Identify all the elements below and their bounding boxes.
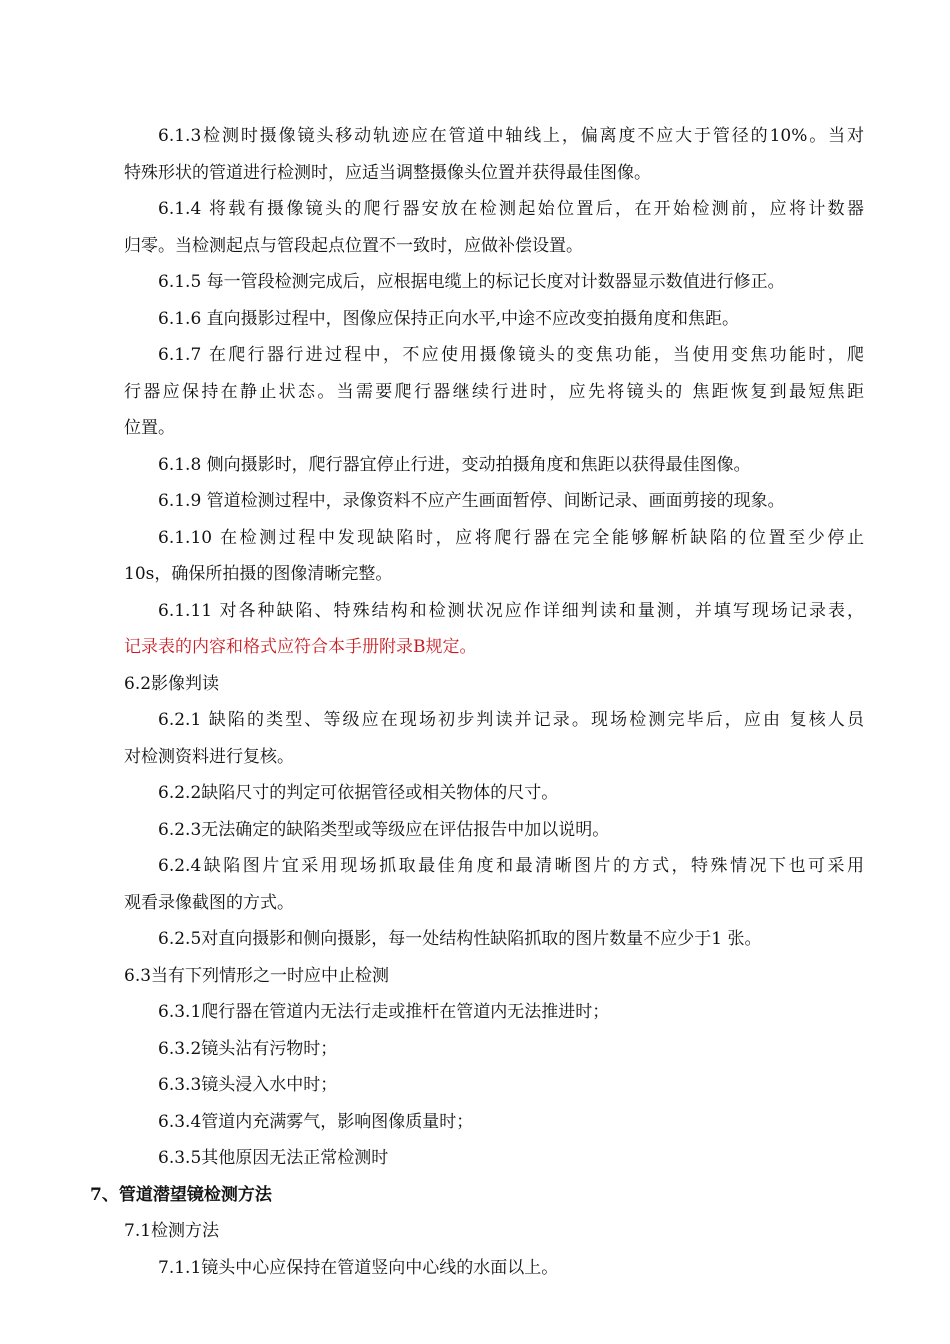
paragraph-6-1-3 [124,118,864,191]
paragraph-6-1-9 [124,483,864,520]
paragraph-6-1-11 [124,593,864,666]
section-heading-6-2: 6.2影像判读 [124,673,220,694]
text-line: 6.2.5对直向摄影和侧向摄影，每一处结构性缺陷抓取的图片数量不应少于1 张。 [158,929,762,949]
paragraph-7-1-1: 7.1.1镜头中心应保持在管道竖向中心线的水面以上。 [158,1257,559,1278]
text-line: 对检测资料进行复核。 [124,746,294,767]
section-heading-6-3: 6.3当有下列情形之一时应中止检测 [124,965,390,986]
paragraph-6-1-10 [124,520,864,593]
paragraph-6-1-6 [124,301,864,338]
text-line: 6.2.3无法确定的缺陷类型或等级应在评估报告中加以说明。 [158,819,610,840]
list-item: 6.3.2镜头沾有污物时； [158,1038,338,1059]
text-line: 10s，确保所拍摄的图像清晰完整。 [124,564,393,584]
section-heading-7-1: 7.1检测方法 [124,1221,220,1241]
text-line: 6.1.4 将载有摄像镜头的爬行器安放在检测起始位置后，在开始检测前，应将计数器 [158,199,864,219]
chapter-heading-7: 7、管道潜望镜检测方法 [90,1184,272,1205]
text-line: 特殊形状的管道进行检测时，应适当调整摄像头位置并获得最佳图像。 [124,162,651,183]
list-item: 6.3.1爬行器在管道内无法行走或推杆在管道内无法推进时； [158,1002,610,1022]
text-line: 6.1.8 侧向摄影时，爬行器宜停止行进，变动拍摄角度和焦距以获得最佳图像。 [158,454,751,475]
paragraph-6-2-5 [124,921,864,958]
paragraph-6-2-2 [124,775,864,812]
paragraph-6-1-5 [124,264,864,301]
paragraph-6-2-3 [124,812,864,849]
text-line: 6.1.5 每一管段检测完成后，应根据电缆上的标记长度对计数器显示数值进行修正。 [158,272,785,292]
text-line: 行器应保持在静止状态。当需要爬行器继续行进时，应先将镜头的 焦距恢复到最短焦距 [124,381,864,402]
list-item: 6.3.5其他原因无法正常检测时 [158,1148,389,1168]
text-line: 6.2.1 缺陷的类型、等级应在现场初步判读并记录。现场检测完毕后，应由 复核人员 [158,710,864,730]
text-line: 6.1.9 管道检测过程中，录像资料不应产生画面暂停、间断记录、画面剪接的现象。 [158,491,785,511]
text-line: 6.1.7 在爬行器行进过程中，不应使用摄像镜头的变焦功能，当使用变焦功能时，爬 [158,345,864,365]
text-line: 6.2.4缺陷图片宜采用现场抓取最佳角度和最清晰图片的方式，特殊情况下也可采用 [158,856,864,876]
highlighted-text-line: 记录表的内容和格式应符合本手册附录B规定。 [124,637,477,657]
text-line: 归零。当检测起点与管段起点位置不一致时，应做补偿设置。 [124,235,583,256]
document-body [90,118,864,1286]
text-line: 6.2.2缺陷尺寸的判定可依据管径或相关物体的尺寸。 [158,783,559,803]
list-item: 6.3.3镜头浸入水中时； [158,1075,338,1095]
text-line: 6.1.3检测时摄像镜头移动轨迹应在管道中轴线上，偏离度不应大于管径的10%。当对 [158,126,864,146]
paragraph-6-2-1 [124,702,864,775]
paragraph-6-1-4 [124,191,864,264]
paragraph-6-2-4 [124,848,864,921]
paragraph-6-1-8 [124,447,864,484]
list-item: 6.3.4管道内充满雾气，影响图像质量时； [158,1111,474,1132]
text-line: 位置。 [124,418,175,438]
text-line: 6.1.6 直向摄影过程中，图像应保持正向水平,中途不应改变拍摄角度和焦距。 [158,308,740,329]
text-line: 6.1.10 在检测过程中发现缺陷时，应将爬行器在完全能够解析缺陷的位置至少停止 [158,527,864,548]
paragraph-6-1-7 [124,337,864,447]
text-line: 观看录像截图的方式。 [124,892,294,913]
text-line: 6.1.11 对各种缺陷、特殊结构和检测状况应作详细判读和量测，并填写现场记录表， [158,600,864,621]
